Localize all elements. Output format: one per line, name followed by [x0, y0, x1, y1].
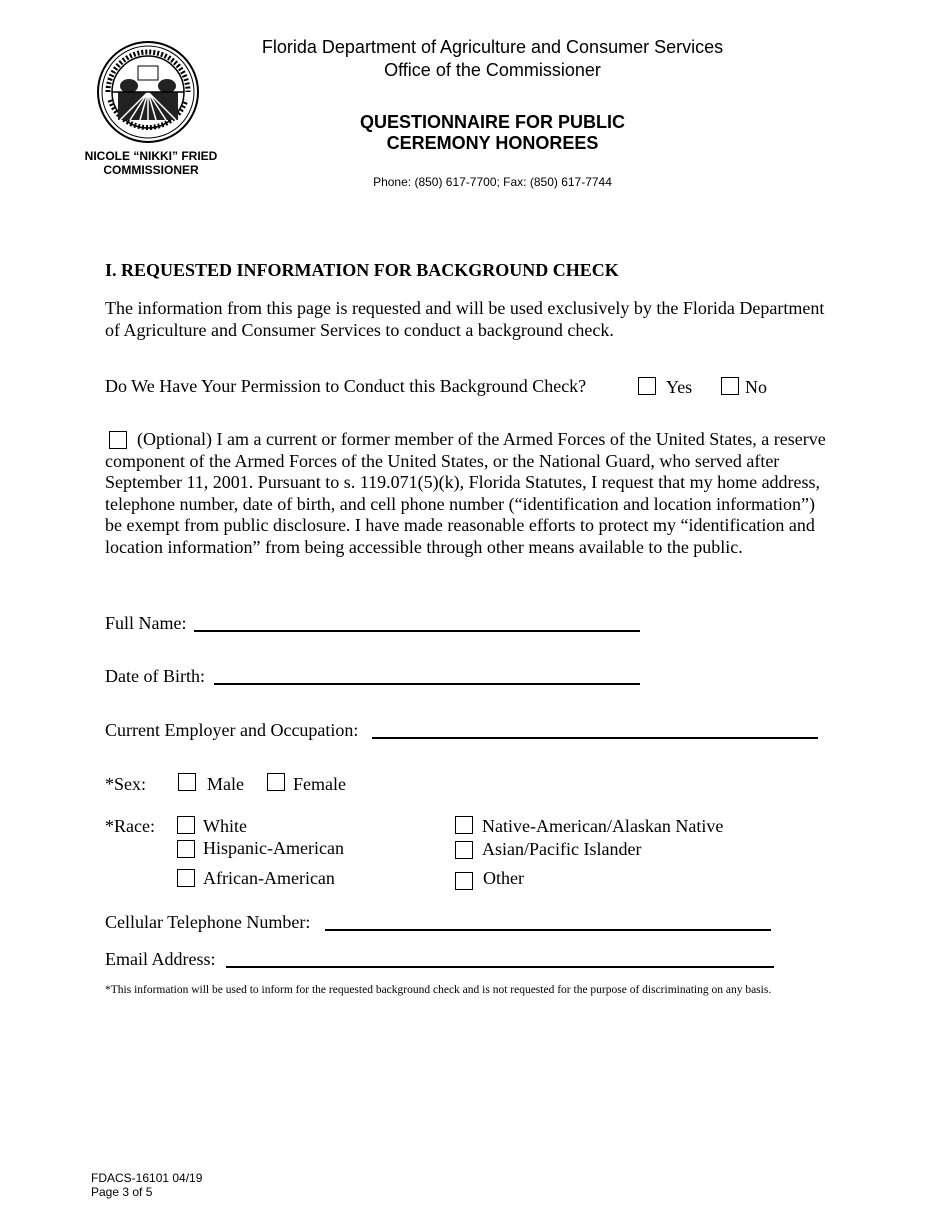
form-title-line1: QUESTIONNAIRE FOR PUBLIC: [359, 112, 625, 132]
sex-female-checkbox[interactable]: [267, 773, 285, 791]
footnote: *This information will be used to inform for the requested background check and is not requested for the purpose of discriminating on any basis.: [105, 984, 772, 996]
sex-female-label: Female: [293, 774, 346, 794]
race-african-label: African-American: [203, 868, 335, 888]
employer-input[interactable]: [372, 719, 818, 739]
sex-label: *Sex:: [105, 774, 147, 794]
race-hispanic-label: Hispanic-American: [203, 838, 344, 858]
email-label: Email Address:: [105, 949, 216, 969]
permission-yes-label: Yes: [666, 377, 693, 397]
sex-male-label: Male: [207, 774, 244, 794]
race-hispanic-checkbox[interactable]: [177, 840, 195, 858]
full-name-input[interactable]: [194, 612, 640, 632]
race-native-checkbox[interactable]: [455, 816, 473, 834]
office-name: Office of the Commissioner: [384, 60, 601, 80]
dob-label: Date of Birth:: [105, 666, 205, 686]
veteran-exemption-statement: (Optional) I am a current or former member of the Armed Forces of the United States, a reserve component of the Armed Forces of the United States, or the National Guard, who served after September 11, 2001. Pursuant to s. 119.071(5)(k), Florida Statutes, I request that my home address, telephone number, date of birth, and cell phone number (“identification and location information”) be exempt from public disclosure. I have made reasonable efforts to protect my “identification and location information” from being accessible through other means available to the public.: [105, 429, 826, 557]
race-white-checkbox[interactable]: [177, 816, 195, 834]
veteran-exemption-text: [105, 429, 835, 558]
cell-label: Cellular Telephone Number:: [105, 912, 311, 932]
page-number: Page 3 of 5: [91, 1185, 153, 1199]
form-title-line2: CEREMONY HONOREES: [386, 133, 599, 153]
race-asian-checkbox[interactable]: [455, 841, 473, 859]
page-footer: [91, 1171, 202, 1199]
race-other-label: Other: [483, 868, 524, 888]
race-label: *Race:: [105, 816, 155, 836]
agency-name: Florida Department of Agriculture and Consumer Services: [261, 37, 724, 57]
full-name-label: Full Name:: [105, 613, 187, 633]
dob-input[interactable]: [214, 665, 640, 685]
section-heading: I. REQUESTED INFORMATION FOR BACKGROUND CHECK: [105, 260, 619, 280]
form-title: [300, 112, 685, 154]
email-input[interactable]: [226, 948, 774, 968]
race-asian-label: Asian/Pacific Islander: [482, 839, 642, 859]
race-native-label: Native-American/Alaskan Native: [482, 816, 724, 836]
phone-fax: Phone: (850) 617-7700; Fax: (850) 617-7744: [373, 175, 612, 189]
permission-question: Do We Have Your Permission to Conduct this Background Check?: [105, 376, 587, 396]
intro-paragraph: The information from this page is requested and will be used exclusively by the Florida Department of Agriculture and Consumer Services to conduct a background check.: [105, 298, 825, 340]
cell-input[interactable]: [325, 911, 771, 931]
permission-yes-checkbox[interactable]: [638, 377, 656, 395]
race-white-label: White: [203, 816, 247, 836]
race-other-checkbox[interactable]: [455, 872, 473, 890]
permission-no-checkbox[interactable]: [721, 377, 739, 395]
commissioner-block: [60, 149, 242, 177]
commissioner-title: COMMISSIONER: [103, 163, 199, 177]
commissioner-name: NICOLE “NIKKI” FRIED: [84, 149, 218, 163]
form-number: FDACS-16101 04/19: [91, 1171, 203, 1185]
agency-header: [200, 36, 785, 82]
sex-male-checkbox[interactable]: [178, 773, 196, 791]
race-african-checkbox[interactable]: [177, 869, 195, 887]
permission-no-label: No: [745, 377, 767, 397]
employer-label: Current Employer and Occupation:: [105, 720, 359, 740]
department-seal: [96, 40, 200, 144]
